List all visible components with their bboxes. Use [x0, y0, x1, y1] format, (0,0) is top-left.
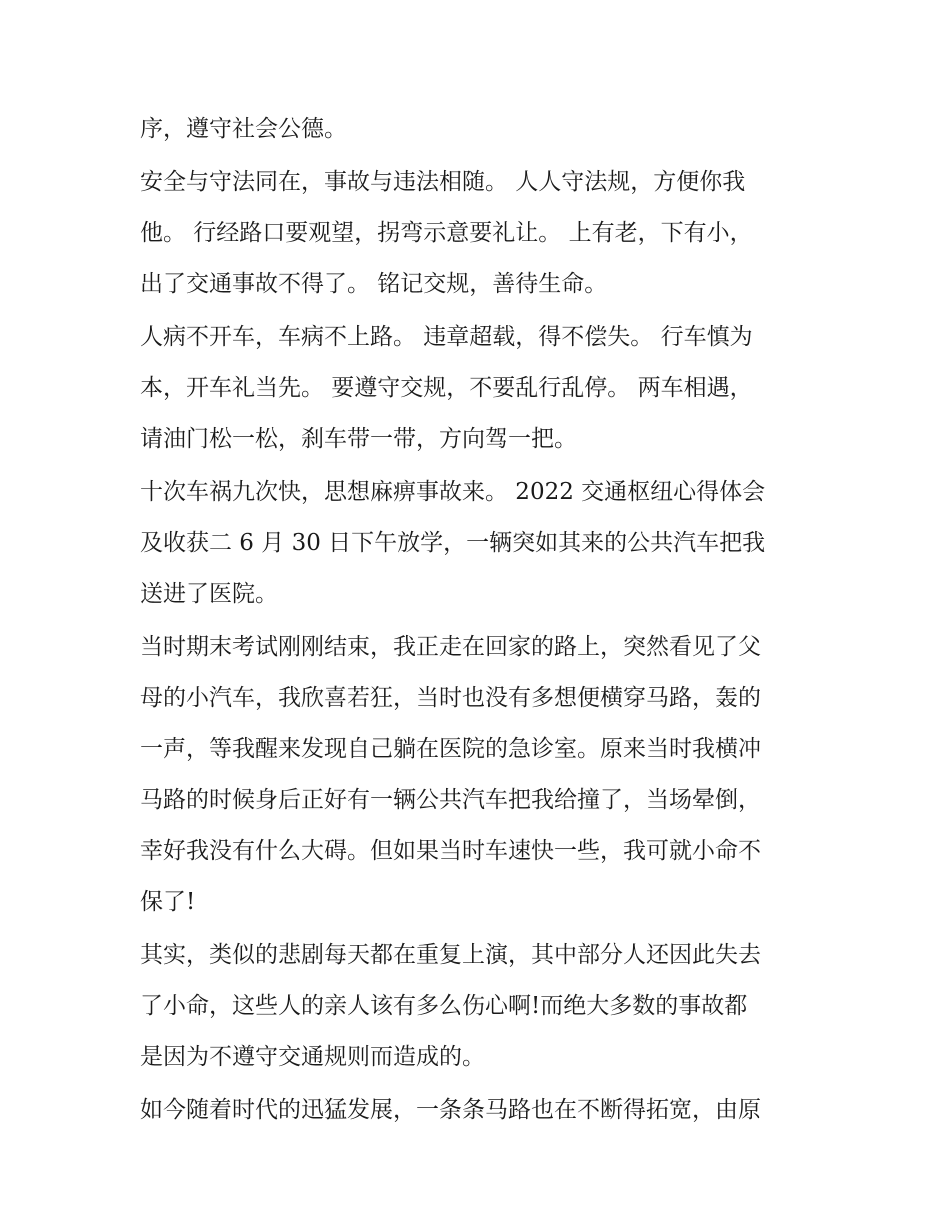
text-line: 一声，等我醒来发现自己躺在医院的急诊室。原来当时我横冲 [140, 736, 761, 762]
paragraph [140, 471, 820, 624]
text-line: 马路的时候身后正好有一辆公共汽车把我给撞了，当场晕倒， [140, 787, 761, 813]
text-line: 本，开车礼当先。 要遵守交规，不要乱行乱停。 两车相遇， [140, 375, 753, 401]
text-line: 人病不开车，车病不上路。 违章超载，得不偿失。 行车慎为 [140, 324, 753, 350]
paragraph [140, 1089, 820, 1140]
paragraph [140, 316, 820, 469]
text-line: 当时期末考试刚刚结束，我正走在回家的路上，突然看见了父 [140, 634, 761, 660]
text-line: 幸好我没有什么大碍。但如果当时车速快一些，我可就小命不 [140, 838, 761, 864]
paragraph [140, 108, 820, 159]
text-line: 如今随着时代的迅猛发展，一条条马路也在不断得拓宽，由原 [140, 1097, 761, 1123]
text-line: 安全与守法同在，事故与违法相随。 人人守法规，方便你我 [140, 169, 746, 195]
text-line: 他。 行经路口要观望，拐弯示意要礼让。 上有老，下有小， [140, 220, 753, 246]
text-line: 保了! [140, 889, 196, 915]
text-line: 序，遵守社会公德。 [140, 116, 347, 142]
text-line: 送进了医院。 [140, 581, 278, 607]
text-line: 及收获二 6 月 30 日下午放学，一辆突如其来的公共汽车把我 [140, 530, 766, 556]
text-line: 其实，类似的悲剧每天都在重复上演，其中部分人还因此失去 [140, 942, 761, 968]
text-line: 了小命，这些人的亲人该有多么伤心啊!而绝大多数的事故都 [140, 993, 748, 1019]
paragraph [140, 934, 820, 1087]
text-line: 十次车祸九次快，思想麻痹事故来。 2022 交通枢纽心得体会 [140, 479, 766, 505]
text-line: 请油门松一松，刹车带一带，方向驾一把。 [140, 426, 577, 452]
document-body [140, 108, 820, 1140]
text-line: 出了交通事故不得了。 铭记交规，善待生命。 [140, 271, 608, 297]
text-line: 是因为不遵守交通规则而造成的。 [140, 1044, 485, 1070]
text-line: 母的小汽车，我欣喜若狂，当时也没有多想便横穿马路，轰的 [140, 685, 761, 711]
paragraph [140, 626, 820, 932]
paragraph [140, 161, 820, 314]
